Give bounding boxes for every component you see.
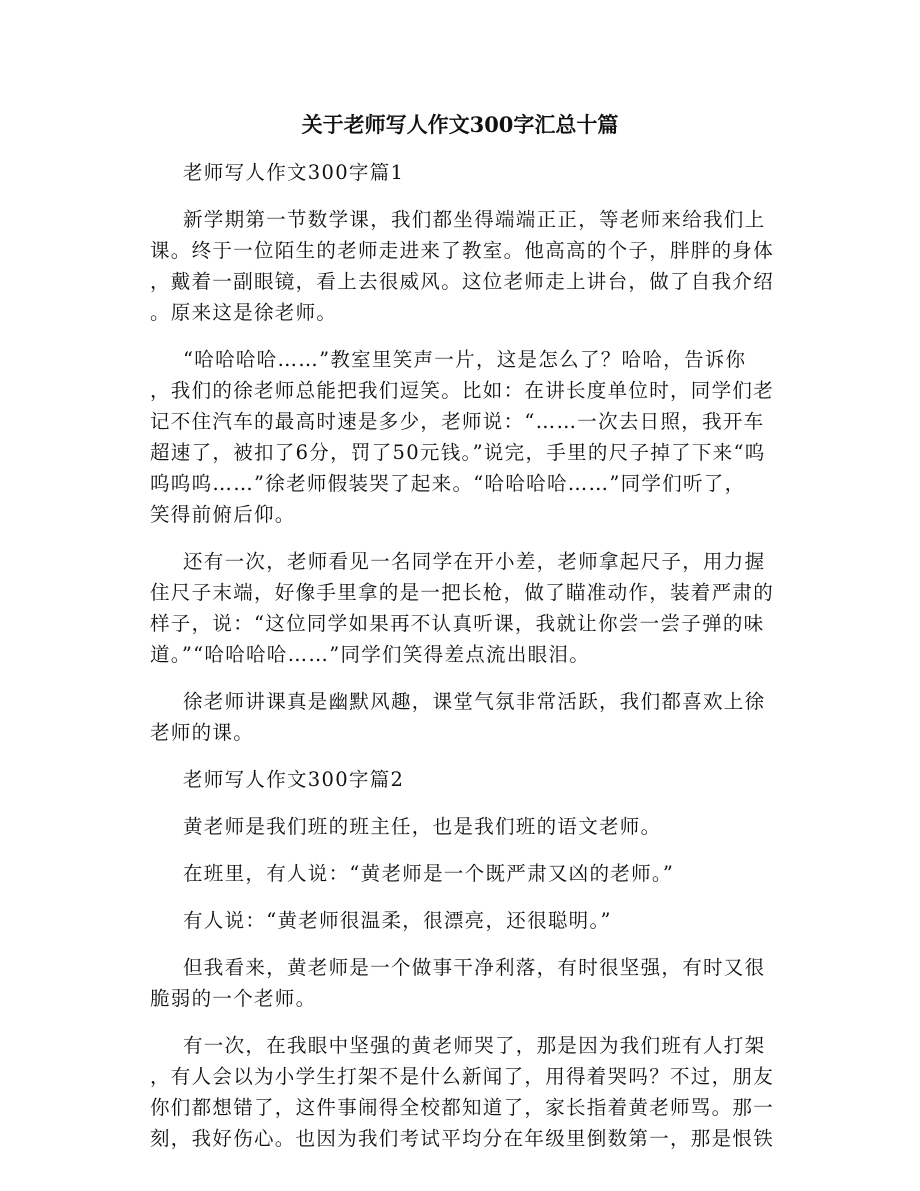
paragraph-line: 课。终于一位陌生的老师走进来了教室。他高高的个子，胖胖的身体 [150, 239, 775, 262]
paragraph-line: 。原来这是徐老师。 [150, 301, 338, 324]
paragraph-line: 刻，我好伤心。也因为我们考试平均分在年级里倒数第一，那是恨铁 [150, 1127, 775, 1150]
paragraph [150, 858, 790, 889]
paragraph-line: ，有人会以为小学生打架不是什么新闻了，用得着哭吗？不过，朋友 [150, 1065, 775, 1088]
paragraph-line: 在班里，有人说：“黄老师是一个既严肃又凶的老师。” [183, 862, 675, 885]
paragraph [150, 344, 790, 530]
paragraph [150, 686, 790, 748]
paragraph-line: 老师的课。 [150, 721, 255, 744]
paragraph-line: 住尺子末端，好像手里拿的是一把长枪，做了瞄准动作，装着严肃的 [150, 581, 775, 604]
paragraph [150, 204, 790, 328]
paragraph-line: 你们都想错了，这件事闹得全校都知道了，家长指着黄老师骂。那一 [150, 1096, 775, 1119]
paragraph-line: 但我看来，黄老师是一个做事干净利落，有时很坚强，有时又很 [183, 956, 766, 979]
paragraph [150, 1030, 790, 1154]
paragraph [150, 546, 790, 670]
paragraph-line: 笑得前俯后仰。 [150, 503, 296, 526]
paragraph-line: ，戴着一副眼镜，看上去很威风。这位老师走上讲台，做了自我介绍 [150, 270, 775, 293]
paragraph-line: 老师写人作文300字篇2 [183, 768, 405, 791]
document-title: 关于老师写人作文300字汇总十篇 [301, 112, 619, 137]
paragraph-line: 脆弱的一个老师。 [150, 987, 317, 1010]
paragraph-line: ，我们的徐老师总能把我们逗笑。比如：在讲长度单位时，同学们老 [150, 379, 775, 402]
paragraph [150, 952, 790, 1014]
paragraph-line: 老师写人作文300字篇1 [183, 161, 405, 184]
paragraph [150, 764, 790, 795]
paragraph-line: 有一次，在我眼中坚强的黄老师哭了，那是因为我们班有人打架 [183, 1034, 766, 1057]
paragraph-line: 还有一次，老师看见一名同学在开小差，老师拿起尺子，用力握 [183, 550, 766, 573]
paragraph-line: 超速了，被扣了6分，罚了50元钱。”说完，手里的尺子掉了下来“呜 [150, 441, 766, 464]
paragraph-line: 道。”“哈哈哈哈……”同学们笑得差点流出眼泪。 [150, 643, 591, 666]
paragraph-line: 有人说：“黄老师很温柔，很漂亮，还很聪明。” [183, 909, 612, 932]
paragraph-line: 记不住汽车的最高时速是多少，老师说：“……一次去日照，我开车 [150, 410, 765, 433]
paragraph [150, 157, 790, 188]
paragraph-line: 样子，说：“这位同学如果再不认真听课，我就让你尝一尝子弹的味 [150, 612, 765, 635]
paragraph-line: 呜呜呜……”徐老师假装哭了起来。“哈哈哈哈……”同学们听了， [150, 472, 746, 495]
paragraph [150, 905, 790, 936]
paragraph-line: 徐老师讲课真是幽默风趣，课堂气氛非常活跃，我们都喜欢上徐 [183, 690, 766, 713]
paragraph [150, 811, 790, 842]
paragraph-line: 黄老师是我们班的班主任，也是我们班的语文老师。 [183, 815, 662, 838]
paragraph-line: “哈哈哈哈……”教室里笑声一片，这是怎么了？哈哈，告诉你 [183, 348, 747, 371]
paragraph-line: 新学期第一节数学课，我们都坐得端端正正，等老师来给我们上 [183, 208, 766, 231]
document-body [150, 157, 790, 1170]
